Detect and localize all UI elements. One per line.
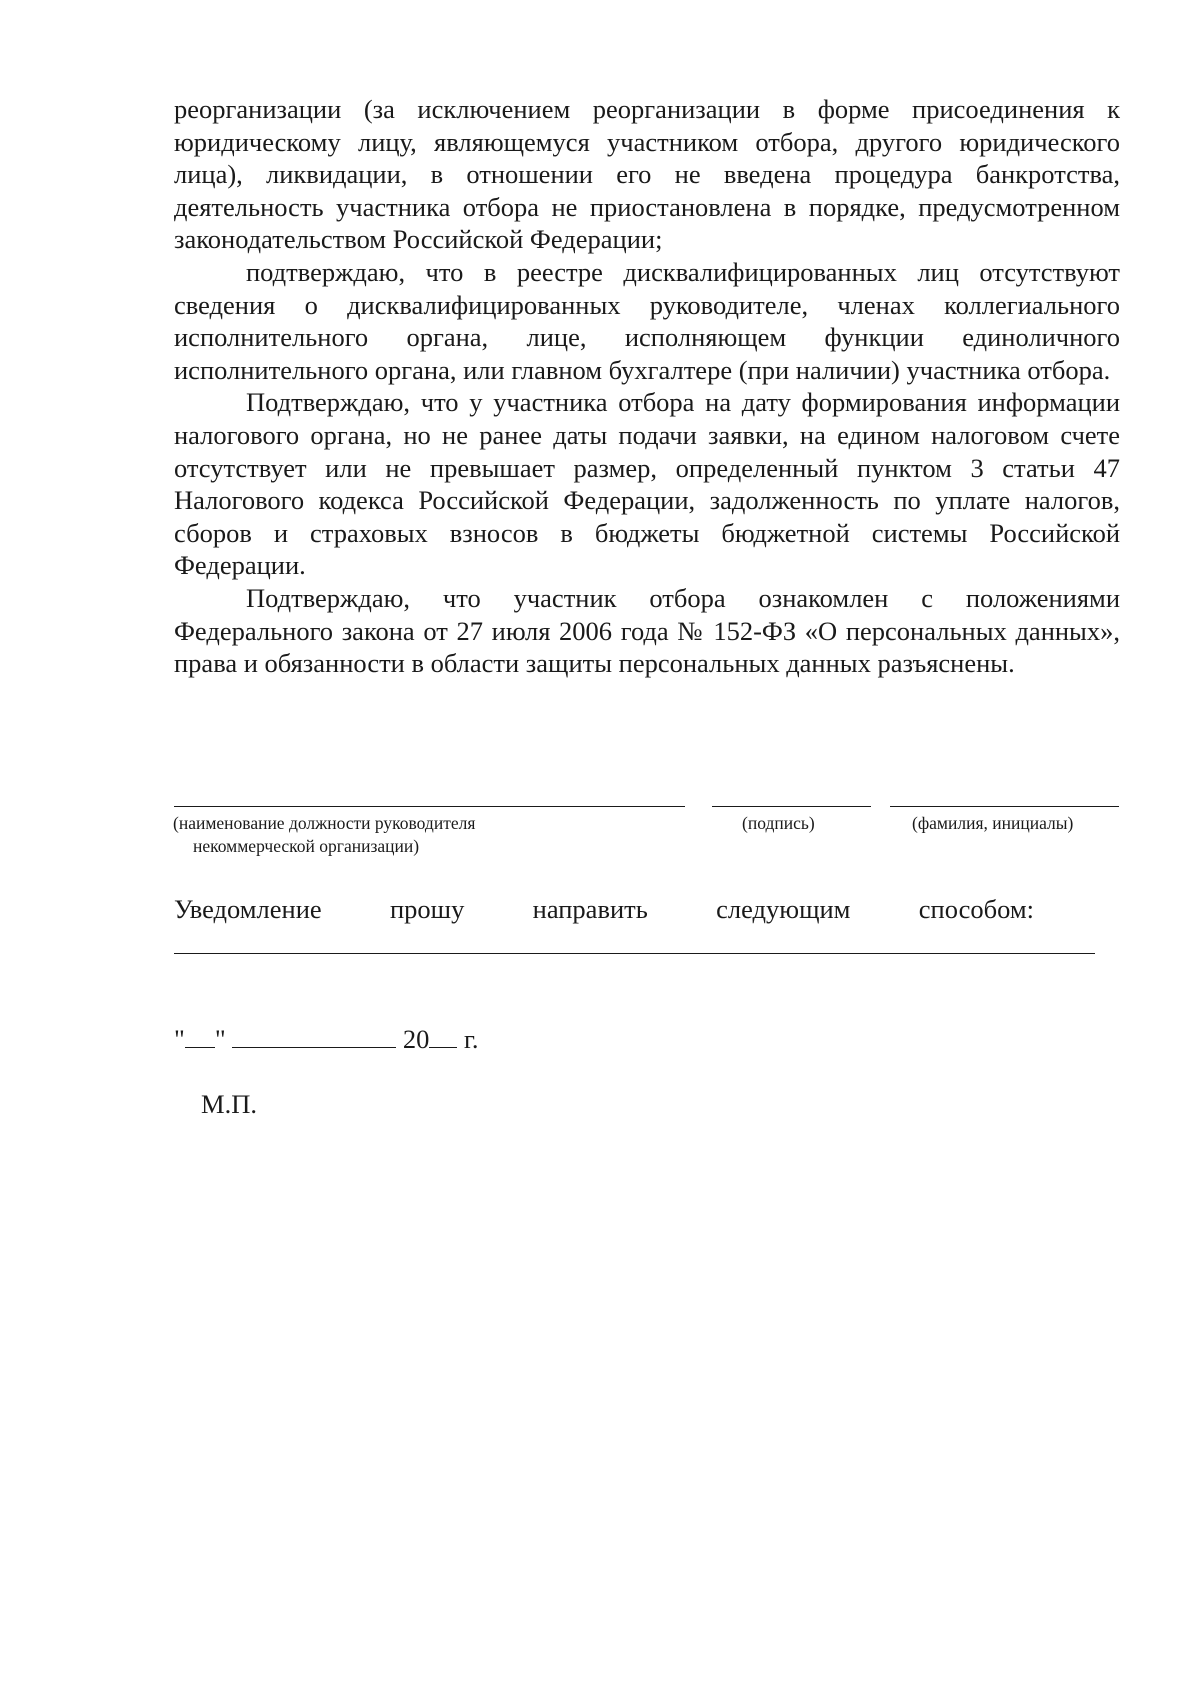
date-close-quote: " bbox=[214, 1024, 226, 1054]
paragraph-tax-debt: Подтверждаю, что у участника отбора на дату формирования информации налогового органа, но не ранее даты подачи заявки, на едином налоговом счете отсутствует или не превышает размер, определенный пунктом 3 статьи 47 Налогового кодекса Российской Федерации, задолженность по уплате налогов, сборов и страховых взносов в бюджеты бюджетной системы Российской Федерации. bbox=[174, 387, 1120, 581]
stamp-place-label: М.П. bbox=[201, 1089, 257, 1119]
name-signature-line[interactable] bbox=[890, 806, 1119, 807]
paragraph-personal-data: Подтверждаю, что участник отбора ознакомлен с положениями Федерального закона от 27 июля 2006 года № 152-ФЗ «О персональных данных», права и обязанности в области защиты персональных данных разъяснены. bbox=[174, 582, 1120, 679]
date-open-quote: " bbox=[174, 1024, 185, 1054]
notice-word: направить bbox=[532, 894, 648, 924]
year-prefix: 20 bbox=[402, 1024, 430, 1054]
position-caption-line2: некоммерческой организации) bbox=[193, 836, 420, 856]
notice-word: Уведомление bbox=[174, 894, 322, 924]
paragraph-disqualified-persons: подтверждаю, что в реестре дисквалифицированных лиц отсутствуют сведения о дисквалифицированных руководителе, членах коллегиального исполнительного органа, лице, исполняющем функции единоличного исполнительного органа, или главном бухгалтере (при наличии) участника отбора. bbox=[174, 256, 1120, 385]
name-caption: (фамилия, инициалы) bbox=[912, 813, 1074, 833]
signature-line[interactable] bbox=[712, 806, 871, 807]
date-row bbox=[174, 1023, 479, 1055]
year-blank[interactable] bbox=[429, 1023, 457, 1048]
paragraph-reorganization: реорганизации (за исключением реорганизации в форме присоединения к юридическому лицу, являющемуся участником отбора, другого юридического лица), ликвидации, в отношении его не введена процедура банкротства, деятельность участника отбора не приостановлена в порядке, предусмотренном законодательством Российской Федерации; bbox=[174, 94, 1120, 255]
notice-word: прошу bbox=[389, 894, 465, 924]
position-caption-line1: (наименование должности руководителя bbox=[173, 813, 476, 833]
year-suffix: г. bbox=[457, 1024, 479, 1054]
notice-method-line[interactable] bbox=[174, 953, 1095, 954]
body-text bbox=[174, 93, 1120, 680]
day-blank[interactable] bbox=[185, 1023, 215, 1048]
month-blank[interactable] bbox=[232, 1023, 396, 1048]
notice-method-row bbox=[174, 893, 1034, 925]
position-signature-line[interactable] bbox=[174, 806, 685, 807]
notice-word: следующим bbox=[716, 894, 851, 924]
signature-caption: (подпись) bbox=[742, 813, 815, 833]
notice-word: способом: bbox=[918, 894, 1034, 924]
